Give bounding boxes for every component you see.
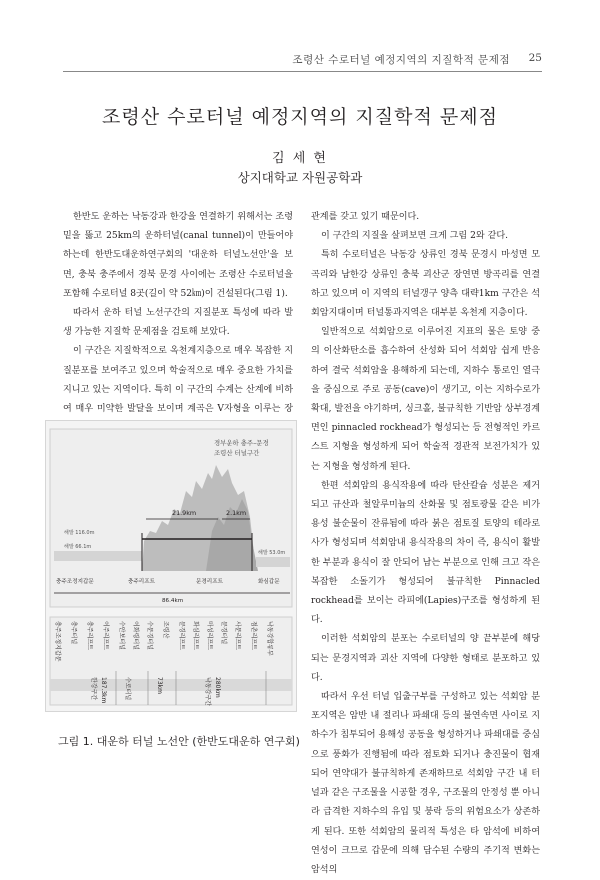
paragraph: 일반적으로 석회암으로 이루어진 지표의 물은 토양 중의 이산화탄소를 흡수하여 산성화 되어 석회암 쉽게 반응하여 결국 석회암을 용해하게 되는데, 지하수 통로인 열극을 중심으로 주로 공동(cave)이 생기고, 이는 지하수로가 확대, 발전을 야기하며, 싱크홀, 불규칙한 기반암 상부경계면인 pinnacled rockhead가 형성되는 등 전형적인 카르스트 지형을 형성하게 되어 학술적 경관적 보전가치가 있는 지형을 형성하게 된다. (311, 327, 540, 472)
route-band (50, 679, 292, 691)
running-head: 조령산 수로터널 예정지역의 지질학적 문제점 (292, 54, 510, 66)
node-label: 충주조정지갑문 (56, 579, 94, 585)
paragraph: 관계를 갖고 있기 때문이다. (311, 212, 420, 222)
page-number: 25 (528, 52, 542, 64)
node-label: 문경리프트 (196, 579, 224, 585)
figure-caption: 그림 1. 대운하 터널 노선안 (한반도대운하 연구회) (58, 735, 300, 748)
station-label: 조령산 (162, 621, 169, 639)
paragraph: 따라서 운하 터널 노선구간의 지질분포 특성에 따라 발생 가능한 지질학 문제점을 검토해 보았다. (63, 308, 293, 338)
station-label: 낙동강합류부 (266, 621, 273, 656)
paragraph: 이러한 석회암의 분포는 수로터널의 양 끝부분에 해당되는 문경지역과 괴산 지역에 다양한 형태로 분포하고 있다. (311, 634, 540, 683)
station-label: 문경리프트 (178, 621, 185, 650)
node-label: 충주리프트 (128, 579, 156, 585)
station-label: 수안보터널 (118, 621, 125, 650)
station-label: 문경터널 (220, 621, 227, 645)
station-label: 마성리프트 (206, 621, 213, 650)
station-label: 사문리프트 (234, 621, 241, 650)
paragraph: 한반도 운하는 낙동강과 한강을 연결하기 위해서는 조령밑을 뚫고 25km의 운하터널(canal tunnel)이 만들어야 하는데 한반도대운하연구회의 '대운하 터널노선안'을 보면, 충북 충주에서 경북 문경 사이에는 조령산 수로터널을 포함해 수로터널 8곳(길이 약 52㎞)이 건설된다(그림 1). (63, 212, 293, 299)
page-header (0, 0, 600, 66)
article-title: 조령산 수로터널 예정지역의 지질학적 문제점 (102, 106, 498, 128)
station-label: 충주리프트 (86, 621, 93, 650)
water-level-right (256, 557, 290, 567)
header-rule (63, 71, 542, 72)
dist-label-left: 21.9km (172, 509, 197, 517)
author-name: 김 세 현 (272, 151, 328, 166)
right-column (311, 208, 540, 880)
section-length-right: 280km (214, 677, 221, 698)
profile-title-1: 경부운하 충주–문경 (214, 439, 269, 447)
station-label: 이주리프트 (102, 621, 109, 650)
profile-title-2: 조령산 터널구간 (214, 449, 260, 457)
paragraph: 이 구간의 지질을 살펴보면 크게 그림 2와 같다. (321, 231, 509, 242)
section-label-mid: 수로터널 (124, 677, 131, 701)
station-label: 충주터널 (70, 621, 77, 645)
station-label: 충주조정지갑문 (54, 621, 61, 662)
paragraph: 한편 석회암의 용식작용에 따라 탄산칼슘 성분은 제거되고 규산과 철알루미늄의 산화물 및 점토광물 같은 비가용성 불순물이 잔류됨에 따라 붉은 점토질 토양의 테라로사가 형성되며 석회암내 용식작용의 차이 즉, 용식이 활발한 부분과 용식이 잘 안되어 남는 부분으로 인해 크고 작은 복잡한 소돌기가 형성되어 불규칙한 Pinnacled rockhead를 보이는 라피에(Lapies)구조를 형성하게 된다. (311, 480, 540, 626)
station-label: 화심리프트 (192, 621, 199, 650)
water-level-left (54, 551, 142, 561)
elevation-label: 해발 66.1m (64, 544, 92, 550)
section-label-right: 낙동강구간 (204, 677, 211, 706)
node-label: 화심갑문 (258, 579, 280, 585)
tunnel-route-figure (45, 420, 297, 712)
author-affiliation: 상지대학교 자원공학과 (237, 170, 363, 185)
elevation-label: 해발 116.0m (64, 530, 95, 536)
section-length-mid: 73km (156, 677, 163, 694)
section-length-left: 187.3km (100, 677, 107, 704)
elevation-label: 해발 53.0m (258, 550, 286, 556)
station-label: 점촌리프트 (250, 621, 257, 650)
station-label: 이화령터널 (132, 621, 139, 650)
route-diagram (46, 421, 296, 711)
section-label-left: 한강구간 (90, 677, 97, 701)
total-length-label: 86.4km (162, 598, 184, 604)
paragraph: 따라서 우선 터널 입출구부를 구성하고 있는 석회암 분포지역은 암반 내 절리나 파쇄대 등의 불연속면 사이로 지하수가 침투되어 용해성 공동을 형성하거나 파쇄대를 중심으로 풍화가 진행됨에 따라 점토화 되거나 충진물이 협재되어 연약대가 불규칙하게 존재하므로 석회암 구간 내 터널과 같은 구조물을 시공할 경우, 구조물의 안정성 뿐 아니라 급격한 지하수의 유입 및 붕락 등의 위험요소가 상존하게 된다. 또한 석회암의 물리적 특성은 타 암석에 비하여 연성이 크므로 갑문에 의해 담수된 수량의 주기적 변화는 암석의 (311, 692, 540, 875)
dist-label-right: 2.1km (226, 509, 247, 517)
paragraph: 이 구간은 지질학적으로 옥천계지층으로 매우 복잡한 지질분포를 보여주고 있으며 학술적으로 매우 중요한 가치를 지니고 있는 지역이다. 특히 이 구간의 수계는 산계에 비하여 매우 미약한 발달을 보이며 계곡은 V자형을 이루는 장 (63, 346, 293, 415)
paragraph: 특히 수로터널은 낙동강 상류인 경북 문경시 마성면 모곡리와 남한강 상류인 충북 괴산군 장연면 방곡리를 연결하고 있으며 이 지역의 터널갱구 양측 대략1km 구간은 석회암지대이며 터널통과지역은 대부분 옥천계 지층이다. (311, 250, 540, 319)
station-label: 수문경터널 (146, 621, 153, 650)
